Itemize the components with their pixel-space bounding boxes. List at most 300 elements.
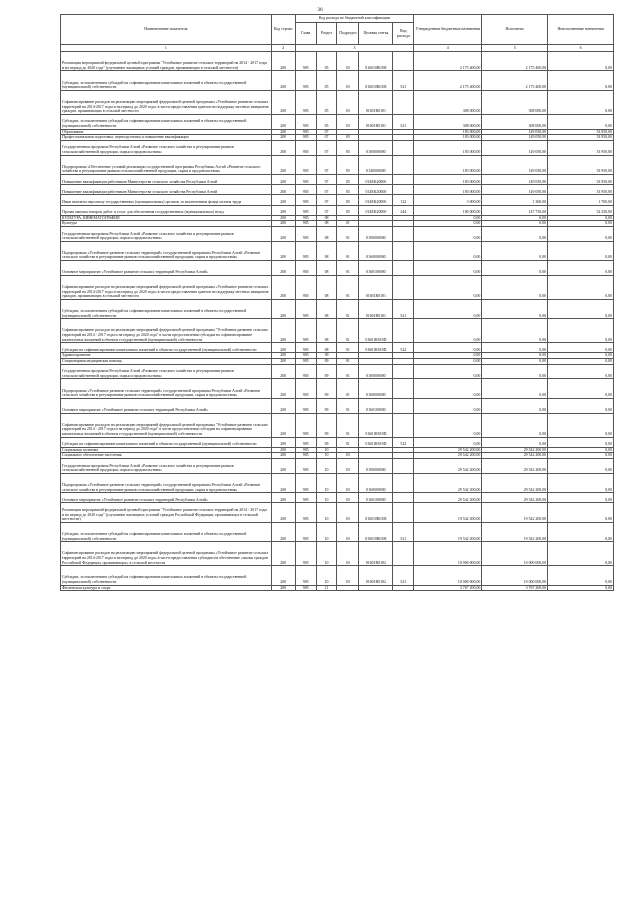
row-name: Иные выплаты персоналу государственных (муниципальных) органов, за исключением фонда оплаты труда xyxy=(61,195,272,205)
row-unexecuted: 33 950,00 xyxy=(548,135,614,141)
row-unexecuted: 0,00 xyxy=(548,493,614,503)
row-razdel: 10 xyxy=(316,493,337,503)
row-glava: 905 xyxy=(295,195,316,205)
row-code: 200 xyxy=(271,241,295,260)
row-executed: 0,00 xyxy=(482,359,548,365)
table-row xyxy=(61,261,614,276)
row-razdel: 10 xyxy=(316,459,337,474)
row-unexecuted: 0,00 xyxy=(548,473,614,492)
table-row xyxy=(61,542,614,566)
row-razdel: 08 xyxy=(316,275,337,299)
row-unexecuted: 33 950,00 xyxy=(548,185,614,195)
row-executed: 0,00 xyxy=(482,261,548,276)
header-unexecuted: Неисполненные назначения xyxy=(548,15,614,45)
row-podrazdel: 01 xyxy=(337,359,359,365)
row-csr: 0140000000 xyxy=(359,155,393,174)
row-razdel: 07 xyxy=(316,195,337,205)
row-glava: 905 xyxy=(295,129,316,135)
row-glava: 905 xyxy=(295,473,316,492)
row-glava: 905 xyxy=(295,261,316,276)
table-row xyxy=(61,522,614,541)
row-approved: 0,00 xyxy=(414,353,482,359)
row-podrazdel: 01 xyxy=(337,221,359,227)
row-executed: 0,00 xyxy=(482,275,548,299)
row-podrazdel: 01 xyxy=(337,413,359,437)
row-executed: 149 050,00 xyxy=(482,174,548,184)
row-name: Культура xyxy=(61,221,272,227)
row-glava: 905 xyxy=(295,71,316,90)
row-name: Государственная программа Республики Алтай «Развитие сельского хозяйства и регулирование рынков сельскохозяйственной продукции, сырья и продовольствия» xyxy=(61,140,272,155)
row-csr: 01601R018D xyxy=(359,343,393,353)
table-row xyxy=(61,493,614,503)
row-vid xyxy=(393,261,414,276)
row-executed: 19 542 200,00 xyxy=(482,503,548,522)
row-approved: 183 000,00 xyxy=(414,135,482,141)
row-razdel: 09 xyxy=(316,413,337,437)
header-podrazdel: Подраздел xyxy=(337,23,359,45)
row-code: 200 xyxy=(271,566,295,585)
row-razdel: 08 xyxy=(316,226,337,241)
row-executed: 29 542 200,00 xyxy=(482,493,548,503)
row-podrazdel: 01 xyxy=(337,319,359,343)
row-unexecuted: 0,00 xyxy=(548,437,614,447)
row-executed: 1 300,00 xyxy=(482,195,548,205)
header-executed: Исполнено xyxy=(482,15,548,45)
table-row xyxy=(61,503,614,522)
row-glava: 905 xyxy=(295,522,316,541)
row-podrazdel: 01 xyxy=(337,437,359,447)
row-executed: 0,00 xyxy=(482,221,548,227)
row-approved: 19 542 200,00 xyxy=(414,522,482,541)
row-unexecuted: 0,00 xyxy=(548,566,614,585)
row-vid xyxy=(393,493,414,503)
table-row xyxy=(61,585,614,591)
row-unexecuted: 0,00 xyxy=(548,542,614,566)
row-unexecuted: 33 950,00 xyxy=(548,129,614,135)
row-approved: 0,00 xyxy=(414,299,482,318)
header-code: Код строки xyxy=(271,15,295,45)
table-row xyxy=(61,71,614,90)
row-vid xyxy=(393,473,414,492)
row-code: 200 xyxy=(271,447,295,453)
row-vid xyxy=(393,155,414,174)
row-unexecuted: 33 950,00 xyxy=(548,155,614,174)
row-approved: 308 000,00 xyxy=(414,114,482,129)
row-name: Реализация мероприятий федеральной целевой программы "Устойчивое развитие сельских территорий на 2014 - 2017 годы и на период до 2020 года" (улучшение жилищных условий граждан Российской Федерации, проживающих в сельской местности) xyxy=(61,503,272,522)
row-csr: 01601R0181 xyxy=(359,275,393,299)
row-vid: 521 xyxy=(393,71,414,90)
row-unexecuted: 0,00 xyxy=(548,52,614,71)
row-name: Подпрограмма «Устойчивое развитие сельских территорий» государственной программы Республики Алтай «Развитие сельского хозяйства и регулирование рынков сельскохозяйственной продукции, сырья и продовольствия» xyxy=(61,241,272,260)
row-podrazdel: 05 xyxy=(337,155,359,174)
row-unexecuted: 0,00 xyxy=(548,413,614,437)
table-row xyxy=(61,459,614,474)
row-csr: 0160100000 xyxy=(359,398,393,413)
row-code: 200 xyxy=(271,542,295,566)
row-csr: 01601R0181 xyxy=(359,114,393,129)
row-executed: 0,00 xyxy=(482,398,548,413)
table-row xyxy=(61,195,614,205)
row-approved: 0,00 xyxy=(414,343,482,353)
row-csr: 014EK20000 xyxy=(359,205,393,215)
row-razdel: 09 xyxy=(316,364,337,379)
row-unexecuted: 0,00 xyxy=(548,215,614,221)
row-code: 200 xyxy=(271,71,295,90)
row-vid: 521 xyxy=(393,299,414,318)
row-code: 200 xyxy=(271,364,295,379)
page-number: 36 xyxy=(317,7,323,13)
row-podrazdel: 01 xyxy=(337,379,359,398)
row-unexecuted: 0,00 xyxy=(548,503,614,522)
row-name: Софинансирование расходов на реализацию мероприятий федеральной целевой программы «Устойчивое развитие сельских территорий на 2014-2017 годы и на период до 2020 года» в части предоставления грантов на поддержку местных инициатив граждан, проживающих в сельской местности xyxy=(61,275,272,299)
row-code: 200 xyxy=(271,90,295,114)
row-podrazdel: 03 xyxy=(337,566,359,585)
row-vid xyxy=(393,319,414,343)
row-executed: 19 542 200,00 xyxy=(482,522,548,541)
row-glava: 905 xyxy=(295,353,316,359)
row-csr: 0160000000 xyxy=(359,241,393,260)
row-podrazdel: 01 xyxy=(337,343,359,353)
row-glava: 905 xyxy=(295,140,316,155)
row-glava: 905 xyxy=(295,114,316,129)
row-razdel: 08 xyxy=(316,221,337,227)
table-row xyxy=(61,52,614,71)
row-razdel: 05 xyxy=(316,114,337,129)
row-csr xyxy=(359,585,393,591)
row-podrazdel: 03 xyxy=(337,90,359,114)
header-glava: Глава xyxy=(295,23,316,45)
header-name: Наименование показателя xyxy=(61,15,272,45)
row-glava: 905 xyxy=(295,566,316,585)
row-csr: 0100000000 xyxy=(359,459,393,474)
row-podrazdel xyxy=(337,585,359,591)
row-executed: 147 750,00 xyxy=(482,205,548,215)
row-glava: 905 xyxy=(295,437,316,447)
row-code: 200 xyxy=(271,398,295,413)
row-vid xyxy=(393,226,414,241)
row-podrazdel: 03 xyxy=(337,522,359,541)
row-code: 200 xyxy=(271,453,295,459)
row-unexecuted: 0,00 xyxy=(548,359,614,365)
col-number: 1 xyxy=(61,45,272,52)
table-row xyxy=(61,566,614,585)
row-razdel: 05 xyxy=(316,90,337,114)
row-unexecuted: 0,00 xyxy=(548,261,614,276)
row-glava: 905 xyxy=(295,398,316,413)
row-name: Софинансирование расходов на реализацию мероприятий федеральной целевой программы "Устойчивое развитие сельских территорий на 2014 - 2017 годы и на период до 2020 года" в части предоставления субсидии на софинансирование капитальных вложений в объекты государственной (муниципальной) собственности xyxy=(61,319,272,343)
row-name: Субсидии, за исключением субсидий на софинансирование капитальных вложений в объекты государственной (муниципальной) собственности xyxy=(61,71,272,90)
row-executed: 2 175 400,00 xyxy=(482,52,548,71)
table-row xyxy=(61,174,614,184)
row-podrazdel: 05 xyxy=(337,185,359,195)
row-glava: 905 xyxy=(295,447,316,453)
row-csr: 01601R018D xyxy=(359,437,393,447)
row-unexecuted: 0,00 xyxy=(548,343,614,353)
row-glava: 905 xyxy=(295,503,316,522)
row-executed: 0,00 xyxy=(482,319,548,343)
row-glava: 905 xyxy=(295,413,316,437)
row-approved: 2 175 400,00 xyxy=(414,71,482,90)
row-code: 200 xyxy=(271,205,295,215)
row-code: 200 xyxy=(271,52,295,71)
row-razdel: 08 xyxy=(316,261,337,276)
table-row xyxy=(61,319,614,343)
row-name: Подпрограмма «Обеспечение условий реализации государственной программы Республики Алтай «Развитие сельского хозяйства и регулирование рынков сельскохозяйственной продукции, сырья и продовольствия» xyxy=(61,155,272,174)
row-approved: 19 542 200,00 xyxy=(414,503,482,522)
row-vid: 522 xyxy=(393,437,414,447)
row-podrazdel: 03 xyxy=(337,493,359,503)
row-razdel: 09 xyxy=(316,359,337,365)
row-approved: 0,00 xyxy=(414,364,482,379)
row-razdel: 05 xyxy=(316,71,337,90)
row-name: Прочая закупка товаров, работ и услуг для обеспечения государственных (муниципальных) нужд xyxy=(61,205,272,215)
table-row xyxy=(61,343,614,353)
table-row xyxy=(61,226,614,241)
row-csr: 014EK20000 xyxy=(359,195,393,205)
table-row xyxy=(61,90,614,114)
table-row xyxy=(61,413,614,437)
row-name: Софинансирование расходов на реализацию мероприятий федеральной целевой программы «Устойчивое развитие сельских территорий на 2014-2017 годы и на период до 2020 года» в части предоставления субсидии на обеспечение «жилья граждан Российской Федерации, проживающих» в сельской местности xyxy=(61,542,272,566)
row-name: Подпрограмма «Устойчивое развитие сельских территорий» государственной программы Республики Алтай «Развитие сельского хозяйства и регулирование рынков сельскохозяйственной продукции, сырья и продовольствия» xyxy=(61,379,272,398)
row-name: Субсидии, за исключением субсидий на софинансирование капитальных вложений в объекты государственной (муниципальной) собственности xyxy=(61,299,272,318)
row-approved: 0,00 xyxy=(414,261,482,276)
row-vid: 522 xyxy=(393,343,414,353)
row-name: Государственная программа Республики Алтай «Развитие сельского хозяйства и регулирование рынков сельскохозяйственной продукции, сырья и продовольствия» xyxy=(61,226,272,241)
row-glava: 905 xyxy=(295,174,316,184)
table-row xyxy=(61,299,614,318)
row-csr: 016010R018I xyxy=(359,522,393,541)
row-podrazdel: 03 xyxy=(337,453,359,459)
row-executed: 149 050,00 xyxy=(482,155,548,174)
row-name: Физическая культура и спорт xyxy=(61,585,272,591)
row-name: Государственная программа Республики Алтай «Развитие сельского хозяйства и регулирование рынков сельскохозяйственной продукции, сырья и продовольствия» xyxy=(61,364,272,379)
row-code: 200 xyxy=(271,413,295,437)
row-approved: 0,00 xyxy=(414,437,482,447)
row-code: 200 xyxy=(271,185,295,195)
row-vid xyxy=(393,140,414,155)
row-csr: 0100000000 xyxy=(359,364,393,379)
row-approved: 29 542 200,00 xyxy=(414,453,482,459)
row-glava: 905 xyxy=(295,90,316,114)
row-name: Здравоохранение xyxy=(61,353,272,359)
row-glava: 905 xyxy=(295,493,316,503)
row-podrazdel: 03 xyxy=(337,503,359,522)
row-executed: 0,00 xyxy=(482,413,548,437)
row-unexecuted: 33 950,00 xyxy=(548,140,614,155)
row-executed: 149 050,00 xyxy=(482,135,548,141)
row-razdel: 08 xyxy=(316,299,337,318)
row-code: 200 xyxy=(271,437,295,447)
row-razdel: 08 xyxy=(316,215,337,221)
col-number: 6 xyxy=(548,45,614,52)
row-unexecuted: 0,00 xyxy=(548,522,614,541)
row-glava: 905 xyxy=(295,299,316,318)
row-unexecuted: 32 250,00 xyxy=(548,205,614,215)
row-csr: 01601R0182 xyxy=(359,542,393,566)
row-unexecuted: 0,00 xyxy=(548,275,614,299)
row-name: Стационарная медицинская помощь xyxy=(61,359,272,365)
row-name: КУЛЬТУРА, КИНЕМАТОГРАФИЯ xyxy=(61,215,272,221)
row-approved: 10 000 000,00 xyxy=(414,542,482,566)
row-name: Социальное обеспечение населения xyxy=(61,453,272,459)
row-approved: 3 767 200,00 xyxy=(414,585,482,591)
row-name: Реализация мероприятий федеральной целевой программы "Устойчивое развитие сельских территорий на 2014 - 2017 годы и на период до 2020 года" (улучшение жилищных условий граждан, проживающих в сельской местности) xyxy=(61,52,272,71)
row-name: Повышение квалификации работников Министерства сельского хозяйства Республики Алтай xyxy=(61,174,272,184)
row-podrazdel: 01 xyxy=(337,261,359,276)
table-row xyxy=(61,205,614,215)
row-glava: 905 xyxy=(295,155,316,174)
row-razdel: 11 xyxy=(316,585,337,591)
row-name: Основное мероприятие «Устойчивое развитие сельских территорий Республики Алтай» xyxy=(61,493,272,503)
row-executed: 149 050,00 xyxy=(482,185,548,195)
row-razdel: 07 xyxy=(316,135,337,141)
row-razdel: 10 xyxy=(316,453,337,459)
row-razdel: 07 xyxy=(316,140,337,155)
row-vid xyxy=(393,52,414,71)
row-approved: 180 000,00 xyxy=(414,205,482,215)
row-glava: 905 xyxy=(295,585,316,591)
row-razdel: 10 xyxy=(316,542,337,566)
table-row xyxy=(61,473,614,492)
row-approved: 183 000,00 xyxy=(414,140,482,155)
row-approved: 29 542 200,00 xyxy=(414,493,482,503)
row-name: Софинансирование расходов на реализацию мероприятий федеральной целевой программы «Устойчивое развитие сельских территорий на 2014-2017 годы и на период до 2020 года» в части предоставления грантов на поддержку местных инициатив граждан, проживающих в сельской местности xyxy=(61,90,272,114)
row-name: Субсидии, за исключением субсидий на софинансирование капитальных вложений в объекты государственной (муниципальной) собственности xyxy=(61,522,272,541)
row-vid: 521 xyxy=(393,566,414,585)
row-csr: 0160100000 xyxy=(359,261,393,276)
row-executed: 0,00 xyxy=(482,215,548,221)
row-executed: 0,00 xyxy=(482,437,548,447)
row-podrazdel: 01 xyxy=(337,364,359,379)
row-executed: 10 000 000,00 xyxy=(482,566,548,585)
row-podrazdel: 05 xyxy=(337,195,359,205)
row-approved: 3 000,00 xyxy=(414,195,482,205)
table-row xyxy=(61,185,614,195)
row-code: 200 xyxy=(271,359,295,365)
col-number: 5 xyxy=(482,45,548,52)
row-executed: 0,00 xyxy=(482,241,548,260)
row-code: 200 xyxy=(271,299,295,318)
row-vid: 122 xyxy=(393,195,414,205)
row-csr: 016010R018I xyxy=(359,52,393,71)
row-glava: 905 xyxy=(295,343,316,353)
row-razdel: 05 xyxy=(316,52,337,71)
row-executed: 29 542 200,00 xyxy=(482,453,548,459)
row-unexecuted: 0,00 xyxy=(548,453,614,459)
row-code: 200 xyxy=(271,319,295,343)
row-executed: 0,00 xyxy=(482,226,548,241)
row-vid xyxy=(393,379,414,398)
row-approved: 183 000,00 xyxy=(414,174,482,184)
row-razdel: 09 xyxy=(316,379,337,398)
row-approved: 183 000,00 xyxy=(414,129,482,135)
row-name: Субсидии на софинансирование капитальных вложений в объекты государственной (муниципальной) собственности xyxy=(61,437,272,447)
row-csr: 01601R018D xyxy=(359,413,393,437)
row-csr: 0100000000 xyxy=(359,140,393,155)
row-executed: 29 542 200,00 xyxy=(482,459,548,474)
row-podrazdel: 01 xyxy=(337,299,359,318)
row-vid: 244 xyxy=(393,205,414,215)
row-razdel: 07 xyxy=(316,155,337,174)
table-row xyxy=(61,379,614,398)
row-podrazdel: 03 xyxy=(337,542,359,566)
row-podrazdel: 03 xyxy=(337,114,359,129)
row-vid: 521 xyxy=(393,522,414,541)
row-glava: 905 xyxy=(295,215,316,221)
row-unexecuted: 0,00 xyxy=(548,353,614,359)
row-code: 200 xyxy=(271,473,295,492)
row-executed: 10 000 000,00 xyxy=(482,542,548,566)
row-podrazdel: 03 xyxy=(337,52,359,71)
row-glava: 905 xyxy=(295,364,316,379)
header-classification: Код расхода по бюджетной классификации xyxy=(295,15,414,23)
row-name: Повышение квалификации работников Министерства сельского хозяйства Республики Алтай xyxy=(61,185,272,195)
row-vid xyxy=(393,459,414,474)
row-unexecuted: 0,00 xyxy=(548,299,614,318)
row-podrazdel: 05 xyxy=(337,174,359,184)
row-vid xyxy=(393,413,414,437)
row-razdel: 09 xyxy=(316,353,337,359)
row-glava: 905 xyxy=(295,135,316,141)
row-approved: 308 000,00 xyxy=(414,90,482,114)
row-razdel: 08 xyxy=(316,319,337,343)
row-code: 200 xyxy=(271,129,295,135)
row-code: 200 xyxy=(271,174,295,184)
row-code: 200 xyxy=(271,221,295,227)
row-glava: 905 xyxy=(295,205,316,215)
row-approved: 0,00 xyxy=(414,398,482,413)
row-glava: 905 xyxy=(295,52,316,71)
header-csr: Целевая статья xyxy=(359,23,393,45)
row-name: Субсидии, за исключением субсидий на софинансирование капитальных вложений в объекты государственной (муниципальной) собственности xyxy=(61,566,272,585)
row-executed: 29 542 200,00 xyxy=(482,447,548,453)
row-unexecuted: 0,00 xyxy=(548,221,614,227)
row-razdel: 10 xyxy=(316,473,337,492)
row-approved: 10 000 000,00 xyxy=(414,566,482,585)
row-csr: 014EK20000 xyxy=(359,174,393,184)
row-glava: 905 xyxy=(295,241,316,260)
row-csr: 0160000000 xyxy=(359,473,393,492)
row-name: Софинансирование расходов на реализацию мероприятий федеральной целевой программы "Устойчивое развитие сельских территорий на 2014 - 2017 годы и на период до 2020 года" в части предоставления субсидии на софинансирование капитальных вложений в объекты государственной (муниципальной) собственности xyxy=(61,413,272,437)
row-csr: 01601R0181 xyxy=(359,299,393,318)
row-name: Социальная политика xyxy=(61,447,272,453)
row-unexecuted: 0,00 xyxy=(548,71,614,90)
row-code: 200 xyxy=(271,261,295,276)
row-csr: 01601R0182 xyxy=(359,566,393,585)
row-unexecuted: 0,00 xyxy=(548,114,614,129)
row-code: 200 xyxy=(271,379,295,398)
row-approved: 0,00 xyxy=(414,275,482,299)
row-executed: 0,00 xyxy=(482,379,548,398)
row-executed: 2 175 400,00 xyxy=(482,71,548,90)
row-unexecuted: 0,00 xyxy=(548,459,614,474)
row-razdel: 10 xyxy=(316,566,337,585)
row-podrazdel: 03 xyxy=(337,459,359,474)
row-podrazdel: 01 xyxy=(337,226,359,241)
row-approved: 0,00 xyxy=(414,226,482,241)
row-name: Образование xyxy=(61,129,272,135)
table-row xyxy=(61,364,614,379)
row-glava: 905 xyxy=(295,221,316,227)
row-approved: 2 175 400,00 xyxy=(414,52,482,71)
row-approved: 29 542 200,00 xyxy=(414,459,482,474)
row-code: 200 xyxy=(271,585,295,591)
table-row xyxy=(61,398,614,413)
row-vid xyxy=(393,275,414,299)
row-vid xyxy=(393,90,414,114)
row-glava: 905 xyxy=(295,319,316,343)
row-razdel: 08 xyxy=(316,241,337,260)
